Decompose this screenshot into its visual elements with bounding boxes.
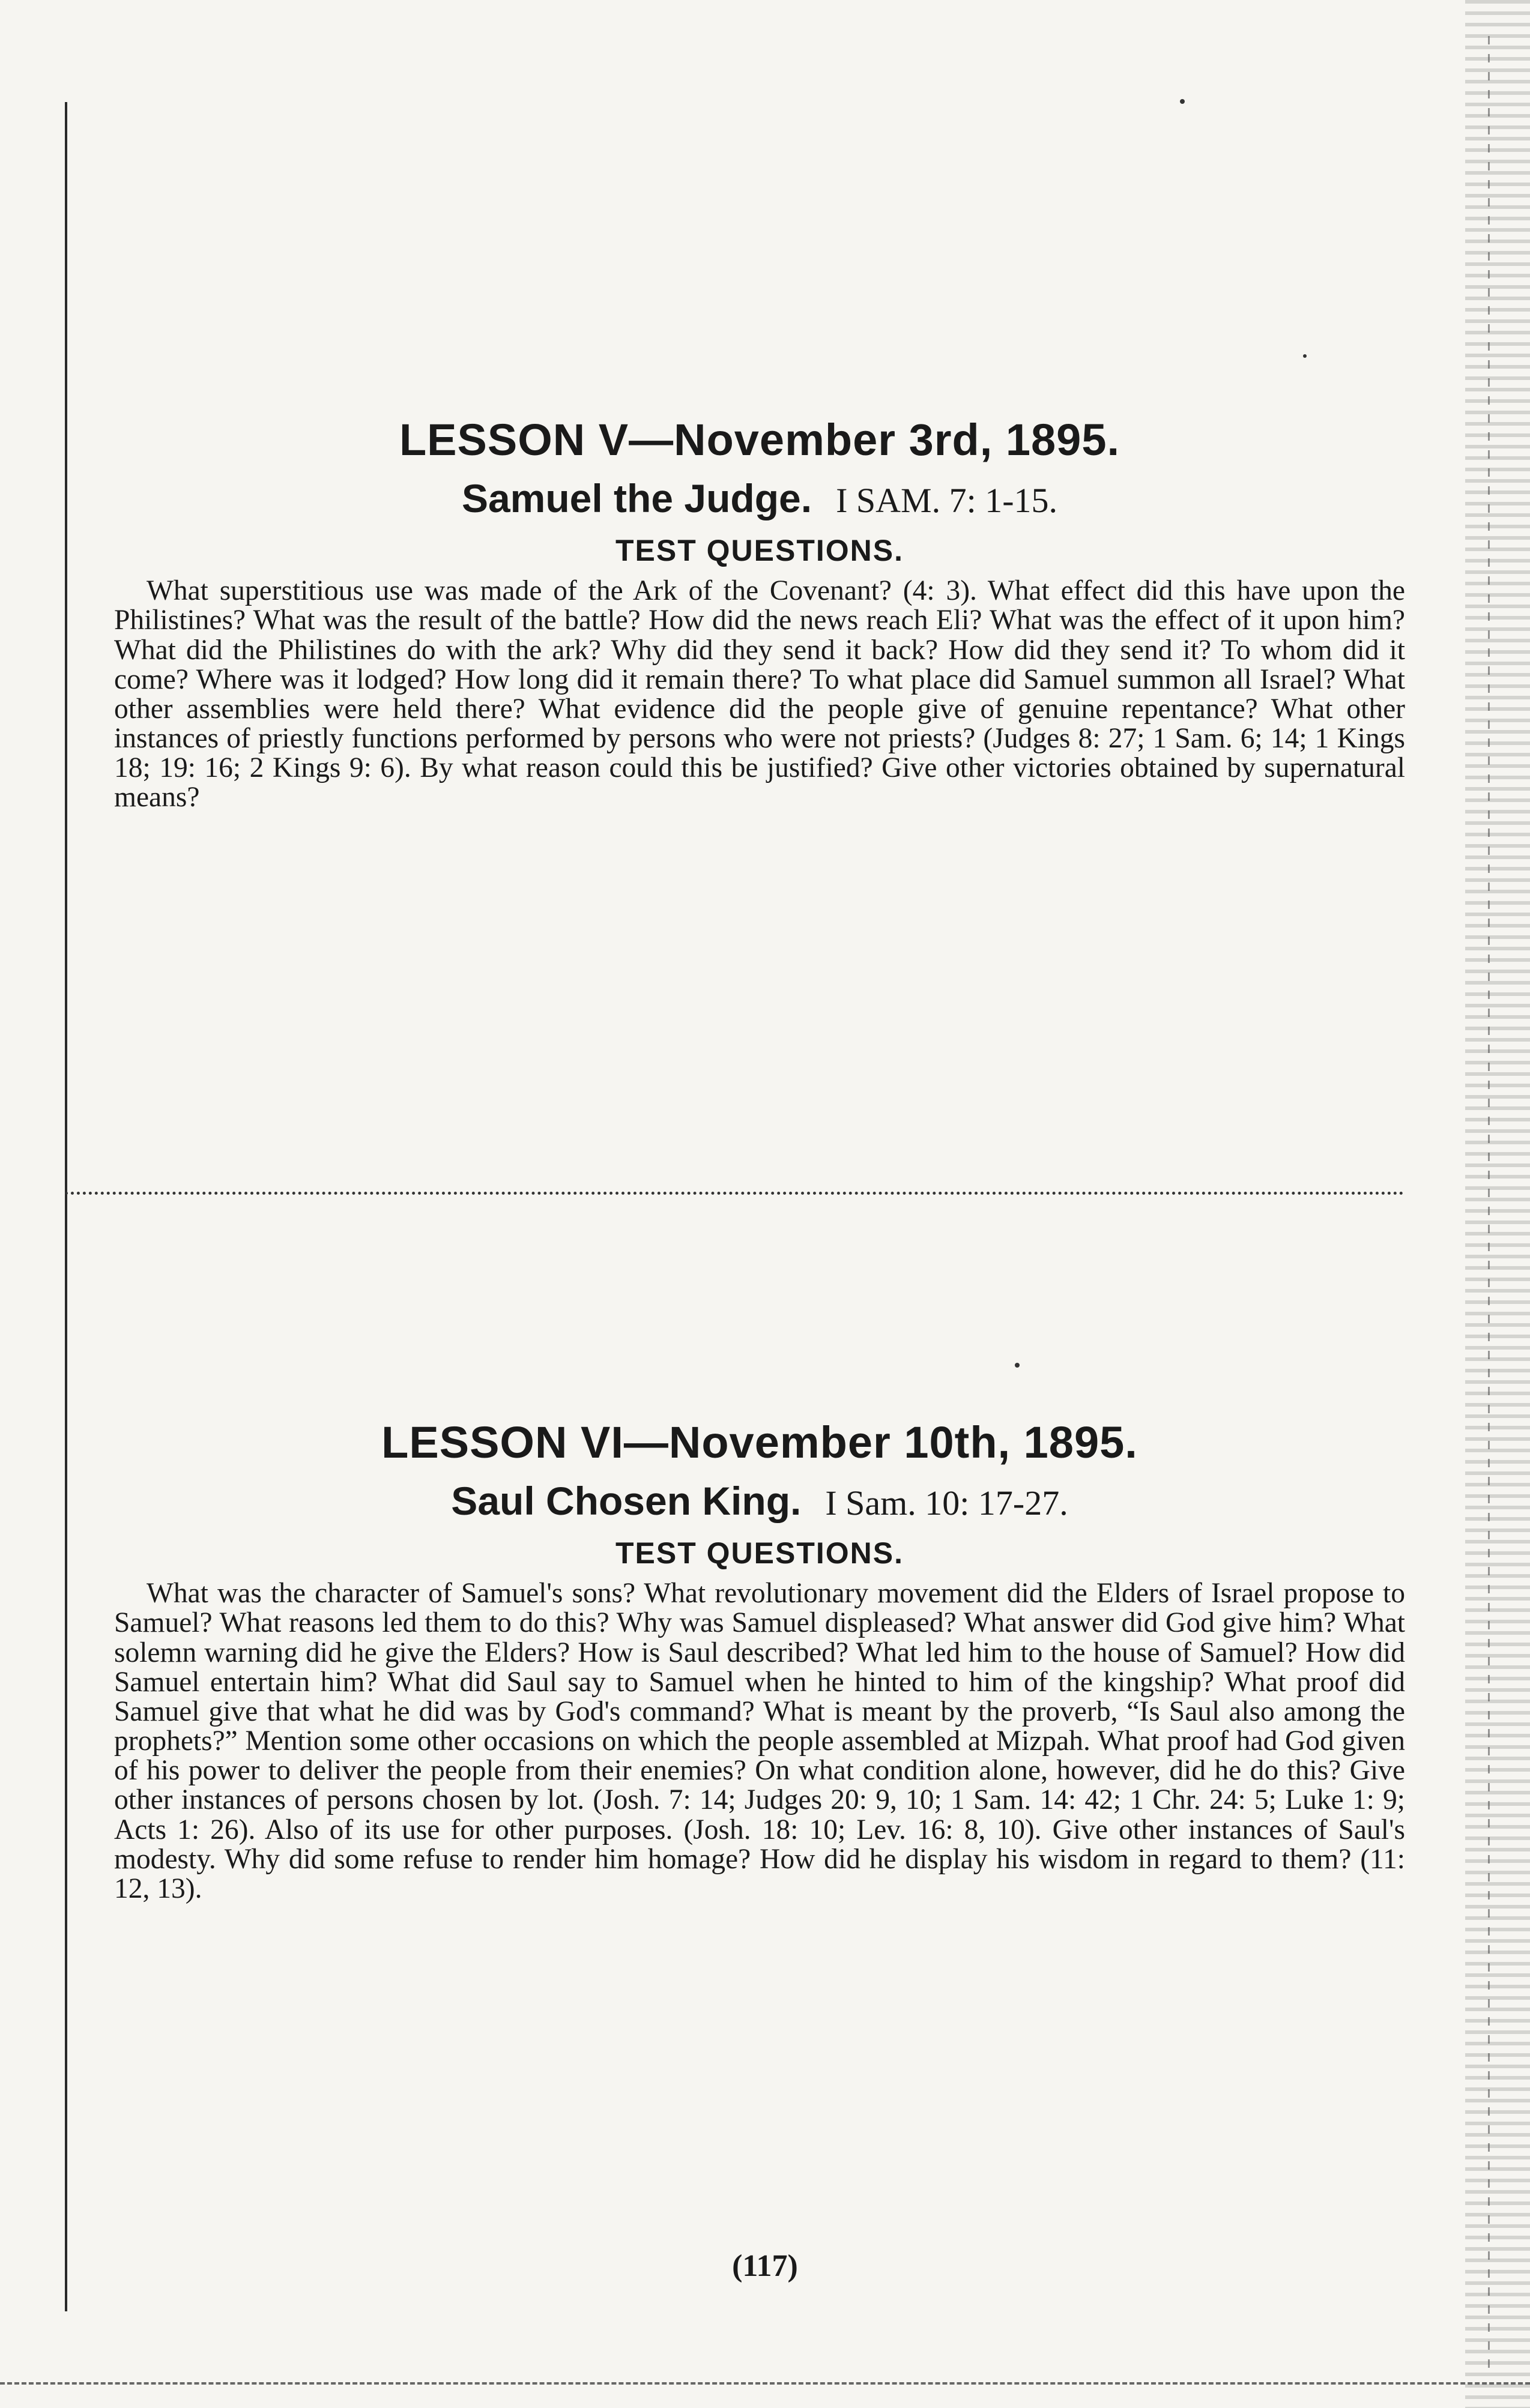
lesson-subject: Samuel the Judge. — [461, 476, 812, 521]
lesson-v-section — [114, 414, 1405, 813]
section-divider — [65, 1192, 1404, 1195]
lesson-vi-section — [114, 1417, 1405, 1904]
lesson-questions-text: What was the character of Samuel's sons? What revolutionary movement did the Elders of Israel propose to Samuel? What reasons led them to do this? Why was Samuel displeased? What answer did God give him? What solemn warning did he give the Elders? How is Saul described? What led him to the house of Samuel? How did Samuel entertain him? What did Saul say to Samuel when he hinted to him of the kingship? What proof did Samuel give that what he did was by God's command? What is meant by the proverb, “Is Saul also among the prophets?” Mention some other occasions on which the people assembled at Mizpah. What proof had God given of his power to deliver the people from their enemies? On what condition alone, however, did he do this? Give other instances of persons chosen by lot. (Josh. 7: 14; Judges 20: 9, 10; 1 Sam. 14: 42; 1 Chr. 24: 5; Luke 1: 9; Acts 1: 26). Also of its use for other purposes. (Josh. 18: 10; Lev. 16: 8, 10). Give other instances of Saul's modesty. Why did some refuse to render him homage? How did he display his wisdom in regard to them? (11: 12, 13). — [114, 1578, 1405, 1904]
lesson-title: LESSON VI—November 10th, 1895. — [381, 1417, 1138, 1467]
speck — [1015, 1363, 1020, 1368]
speck — [1180, 99, 1185, 104]
lesson-subject: Saul Chosen King. — [451, 1479, 802, 1524]
scripture-reference: I Sam. 10: 17-27. — [825, 1483, 1068, 1523]
lesson-subtitle — [114, 475, 1405, 522]
lesson-subtitle — [114, 1477, 1405, 1525]
scripture-reference: I SAM. 7: 1-15. — [836, 481, 1058, 521]
speck — [1303, 354, 1307, 358]
lesson-title: LESSON V—November 3rd, 1895. — [399, 415, 1120, 465]
page-number: (117) — [732, 2249, 798, 2283]
bottom-edge-rule — [0, 2382, 1530, 2385]
left-margin-rule — [65, 102, 67, 2311]
test-questions-heading: TEST QUESTIONS. — [615, 534, 904, 568]
test-questions-heading: TEST QUESTIONS. — [615, 1536, 904, 1571]
binding-edge-marks — [1488, 36, 1490, 2377]
lesson-questions-text: What superstitious use was made of the Ark of the Covenant? (4: 3). What effect did this have upon the Philistines? What was the result of the battle? How did the news reach Eli? What was the effect of it upon him? What did the Philistines do with the ark? Why did they send it back? How did they send it? To whom did it come? Where was it lodged? How long did it remain there? To what place did Samuel summon all Israel? What other assemblies were held there? What evidence did the people give of genuine repentance? What other instances of priestly functions performed by persons who were not priests? (Judges 8: 27; 1 Sam. 6; 14; 1 Kings 18; 19: 16; 2 Kings 9: 6). By what reason could this be justified? Give other victories obtained by supernatural means? — [114, 575, 1405, 813]
scanned-right-edge — [1465, 0, 1530, 2408]
